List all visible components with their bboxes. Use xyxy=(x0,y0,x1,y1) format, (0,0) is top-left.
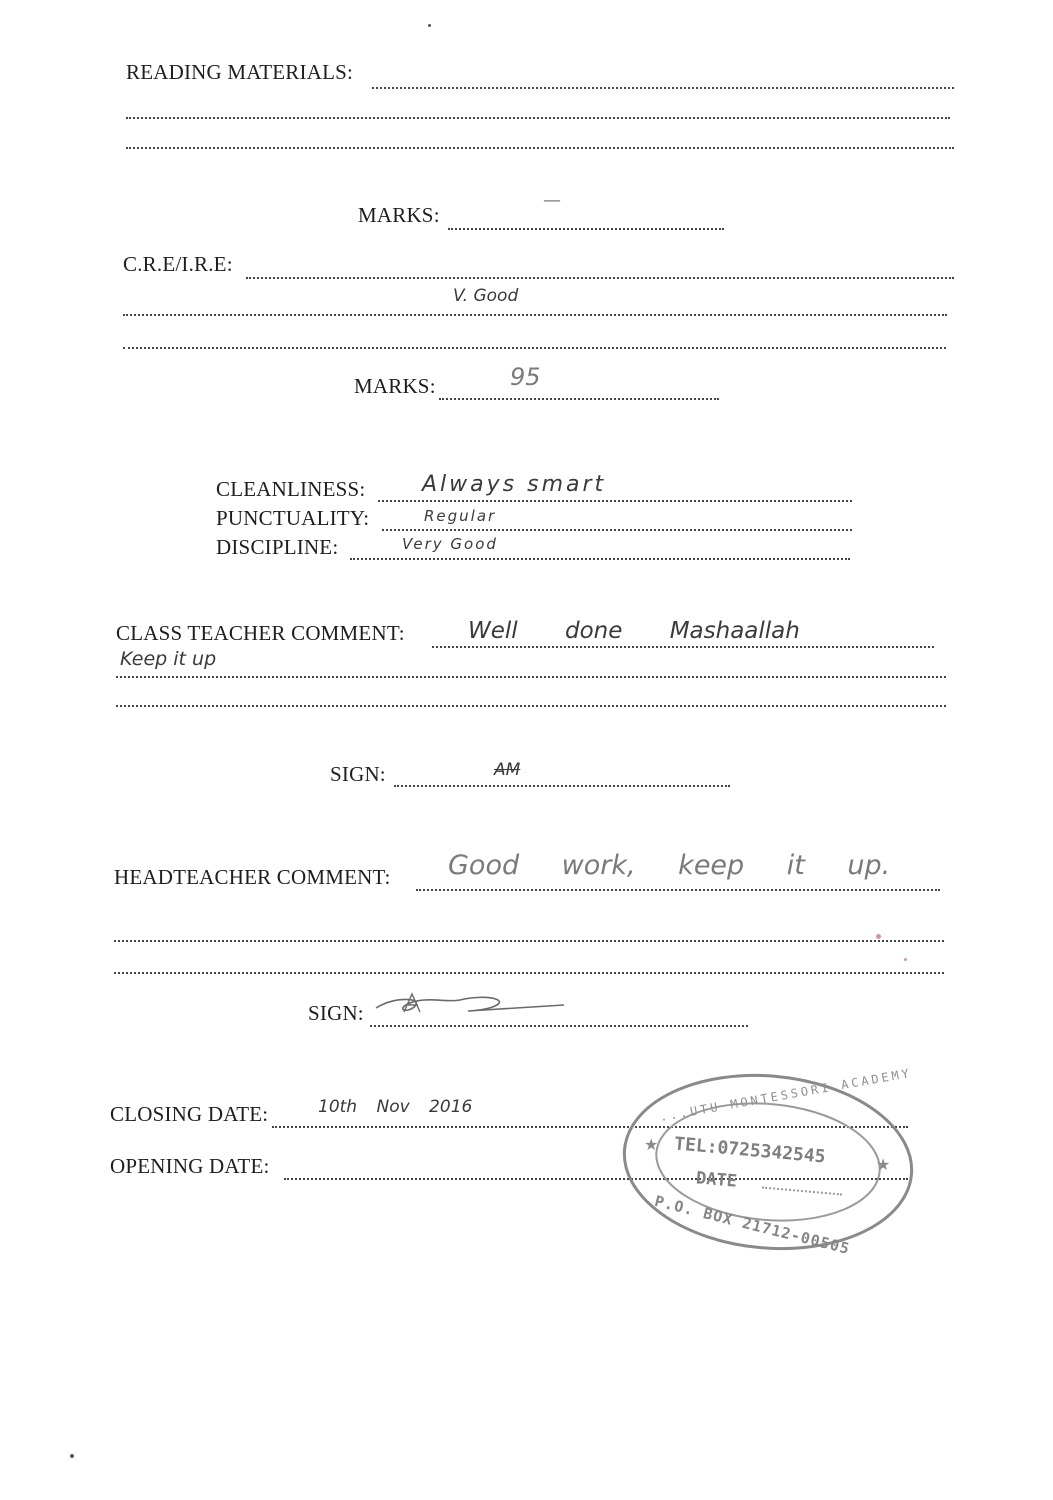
headteacher-comment-text: Good work, keep it up. xyxy=(448,850,891,881)
svg-text:★: ★ xyxy=(644,1135,659,1154)
cre-marks-value: 95 xyxy=(510,363,541,391)
discipline-value: Very Good xyxy=(402,535,498,553)
headteacher-comment-label: HEADTEACHER COMMENT: xyxy=(114,865,391,889)
stamp-date-label: DATE xyxy=(695,1168,738,1192)
reading-materials-line-2 xyxy=(126,117,950,119)
headteacher-sign-label: SIGN: xyxy=(308,1001,364,1025)
class-teacher-comment-line-1-text: Well done Mashaallah xyxy=(468,618,800,644)
punctuality-label: PUNCTUALITY: xyxy=(216,506,370,530)
cre-ire-line-1 xyxy=(246,277,954,279)
class-teacher-sign-line xyxy=(394,785,730,787)
cre-marks-line xyxy=(439,398,719,400)
cre-marks-label: MARKS: xyxy=(354,374,436,398)
closing-date-value: 10th Nov 2016 xyxy=(318,1097,473,1117)
cre-ire-label: C.R.E/I.R.E: xyxy=(123,252,233,276)
cre-ire-line-2 xyxy=(123,314,947,316)
stamp-tel: TEL:0725342545 xyxy=(673,1133,827,1168)
cre-ire-line-3 xyxy=(123,347,946,349)
scan-speck xyxy=(70,1454,74,1458)
punctuality-value: Regular xyxy=(424,507,497,525)
discipline-label: DISCIPLINE: xyxy=(216,535,339,559)
cleanliness-line xyxy=(378,500,852,502)
discipline-line xyxy=(350,558,850,560)
reading-materials-line-3 xyxy=(126,147,954,149)
headteacher-signature xyxy=(368,988,578,1024)
headteacher-comment-line-3 xyxy=(114,972,944,974)
class-teacher-sign-label: SIGN: xyxy=(330,762,386,786)
class-teacher-comment-line-1 xyxy=(432,646,934,648)
punctuality-line xyxy=(382,529,852,531)
school-stamp xyxy=(618,1065,918,1259)
reading-materials-label: READING MATERIALS: xyxy=(126,60,354,84)
headteacher-comment-line-1 xyxy=(416,889,940,891)
cre-ire-comment: V. Good xyxy=(453,286,519,306)
cleanliness-value: Always smart xyxy=(422,472,607,497)
svg-text:★: ★ xyxy=(876,1155,891,1174)
reading-marks-value: — xyxy=(543,190,561,211)
reading-marks-line xyxy=(448,228,724,230)
class-teacher-comment-line-2-text: Keep it up xyxy=(120,648,217,670)
stamp-bottom-text: P.O. BOX 21712-00505 xyxy=(652,1191,852,1259)
class-teacher-comment-line-2 xyxy=(116,676,946,678)
headteacher-comment-line-2 xyxy=(114,940,944,942)
scan-speck xyxy=(876,934,881,939)
reading-materials-line-1 xyxy=(372,87,954,89)
closing-date-label: CLOSING DATE: xyxy=(110,1102,269,1126)
cleanliness-label: CLEANLINESS: xyxy=(216,477,366,501)
headteacher-sign-line xyxy=(370,1025,748,1027)
scan-speck xyxy=(904,958,907,961)
class-teacher-sign-value: AM xyxy=(494,760,521,780)
opening-date-label: OPENING DATE: xyxy=(110,1154,270,1178)
class-teacher-comment-line-3 xyxy=(116,705,946,707)
class-teacher-comment-label: CLASS TEACHER COMMENT: xyxy=(116,621,405,645)
stamp-top-text: ...UTU MONTESSORI ACADEMY xyxy=(658,1065,913,1125)
reading-marks-label: MARKS: xyxy=(358,203,440,227)
scan-speck xyxy=(428,24,431,27)
